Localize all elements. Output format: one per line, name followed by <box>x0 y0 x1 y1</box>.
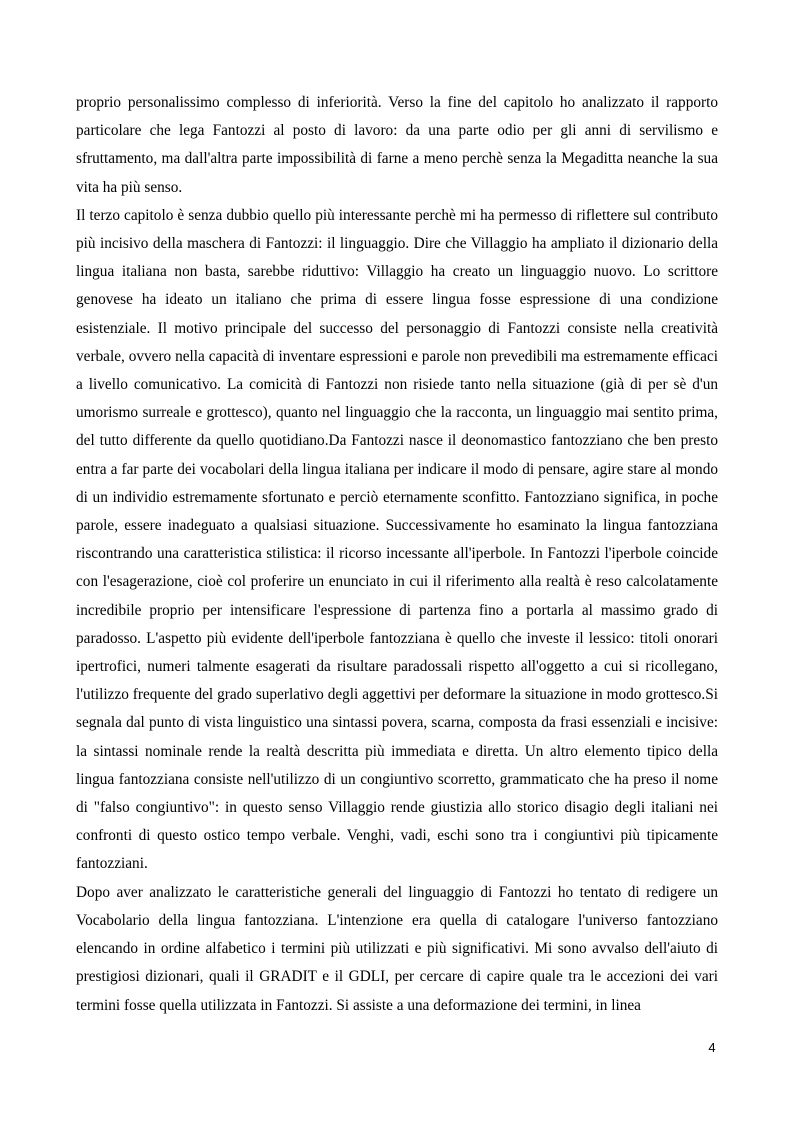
paragraph-2: Il terzo capitolo è senza dubbio quello più interessante perchè mi ha permesso di riflettere sul contributo più incisivo della maschera di Fantozzi: il linguaggio. Dire che Villaggio ha ampliato il dizionario della lingua italiana non basta, sarebbe riduttivo: Villaggio ha creato un linguaggio nuovo. Lo scrittore genovese ha ideato un italiano che prima di essere lingua fosse espressione di una condizione esistenziale. Il motivo principale del successo del personaggio di Fantozzi consiste nella creatività verbale, ovvero nella capacità di inventare espressioni e parole non prevedibili ma estremamente efficaci a livello comunicativo. La comicità di Fantozzi non risiede tanto nella situazione (già di per sè d'un umorismo surreale e grottesco), quanto nel linguaggio che la racconta, un linguaggio mai sentito prima, del tutto differente da quello quotidiano.Da Fantozzi nasce il deonomastico fantozziano che ben presto entra a far parte dei vocabolari della lingua italiana per indicare il modo di pensare, agire stare al mondo di un individio estremamente sfortunato e perciò eternamente sconfitto. Fantozziano significa, in poche parole, essere inadeguato a qualsiasi situazione. Successivamente ho esaminato la lingua fantozziana riscontrando una caratteristica stilistica: il ricorso incessante all'iperbole. In Fantozzi l'iperbole coincide con l'esagerazione, cioè col proferire un enunciato in cui il riferimento alla realtà è reso calcolatamente incredibile proprio per intensificare l'espressione di partenza fino a portarla al massimo grado di paradosso. L'aspetto più evidente dell'iperbole fantozziana è quello che investe il lessico: titoli onorari ipertrofici, numeri talmente esagerati da risultare paradossali rispetto all'oggetto a cui si ricollegano, l'utilizzo frequente del grado superlativo degli aggettivi per deformare la situazione in modo grottesco.Si segnala dal punto di vista linguistico una sintassi povera, scarna, composta da frasi essenziali e incisive: la sintassi nominale rende la realtà descritta più immediata e diretta. Un altro elemento tipico della lingua fantozziana consiste nell'utilizzo di un congiuntivo scorretto, grammaticato che ha preso il nome di "falso congiuntivo": in questo senso Villaggio rende giustizia allo storico disagio degli italiani nei confronti di questo ostico tempo verbale. Venghi, vadi, eschi sono tra i congiuntivi più tipicamente fantozziani. <box>76 206 718 873</box>
body-text <box>76 89 718 1020</box>
paragraph-3: Dopo aver analizzato le caratteristiche generali del linguaggio di Fantozzi ho tentato di redigere un Vocabolario della lingua fantozziana. L'intenzione era quella di catalogare l'universo fantozziano elencando in ordine alfabetico i termini più utilizzati e più significativi. Mi sono avvalso dell'aiuto di prestigiosi dizionari, quali il GRADIT e il GDLI, per cercare di capire quale tra le accezioni dei vari termini fosse quella utilizzata in Fantozzi. Si assiste a una deformazione dei termini, in linea <box>76 883 718 1014</box>
paragraph-1: proprio personalissimo complesso di inferiorità. Verso la fine del capitolo ho analizzato il rapporto particolare che lega Fantozzi al posto di lavoro: da una parte odio per gli anni di servilismo e sfruttamento, ma dall'altra parte impossibilità di farne a meno perchè senza la Megaditta neanche la sua vita ha più senso. <box>76 94 718 196</box>
page-number: 4 <box>708 1040 716 1055</box>
